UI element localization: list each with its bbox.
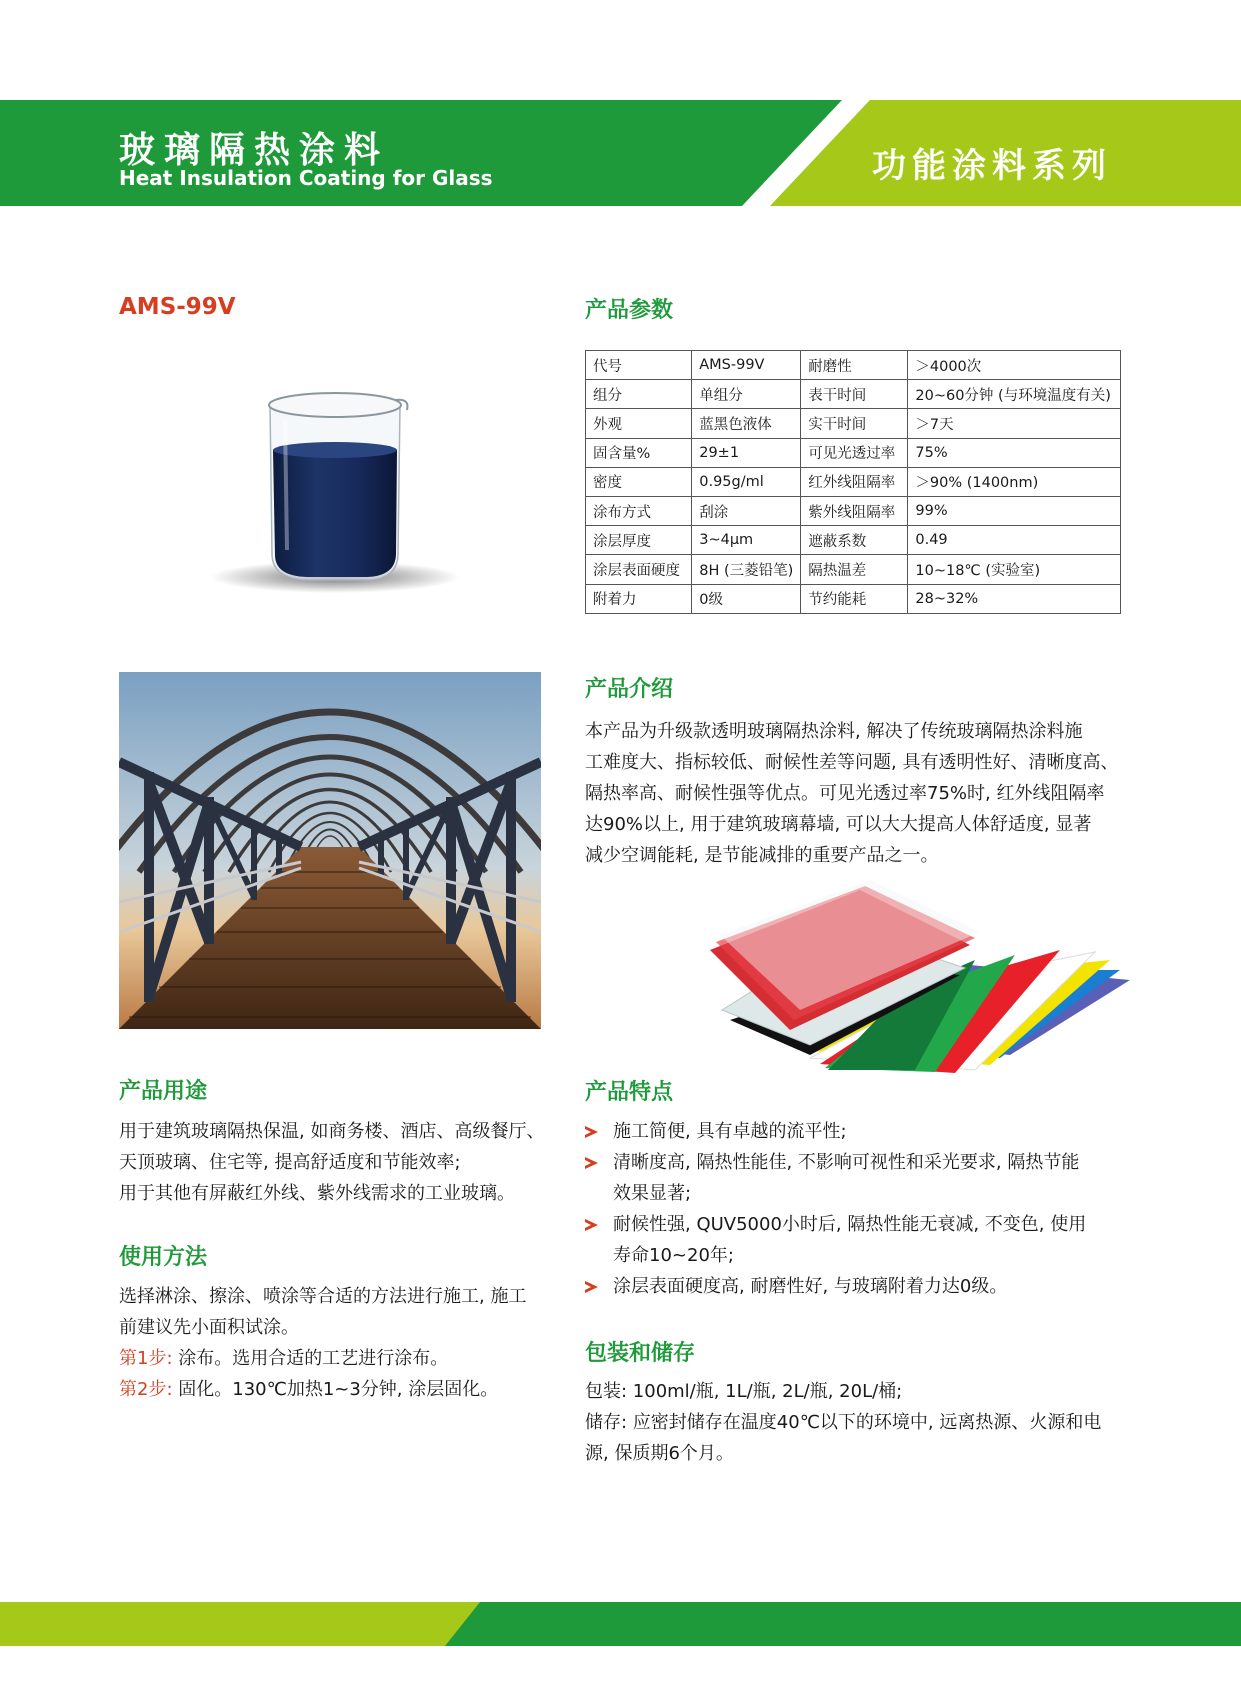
table-row bbox=[586, 584, 1121, 613]
method-paragraph bbox=[119, 1281, 569, 1405]
intro-title: 产品介绍 bbox=[585, 677, 674, 702]
table-cell: ＞4000次 bbox=[908, 351, 1121, 380]
beaker-icon bbox=[195, 380, 475, 610]
table-cell: 固含量% bbox=[586, 438, 692, 467]
packaging-paragraph bbox=[585, 1376, 1130, 1469]
table-row bbox=[586, 351, 1121, 380]
features-title: 产品特点 bbox=[585, 1080, 674, 1105]
packaging-line: 包装: 100ml/瓶, 1L/瓶, 2L/瓶, 20L/桶; bbox=[585, 1381, 903, 1402]
step-text: 涂布。选用合适的工艺进行涂布。 bbox=[172, 1348, 449, 1369]
feature-line: 涂层表面硬度高, 耐磨性好, 与玻璃附着力达0级。 bbox=[613, 1276, 1008, 1297]
arrow-bullet-icon bbox=[585, 1126, 598, 1138]
table-cell: ＞90% (1400nm) bbox=[908, 467, 1121, 496]
header-band bbox=[0, 100, 1241, 206]
table-cell: 密度 bbox=[586, 467, 692, 496]
method-line: 选择淋涂、擦涂、喷涂等合适的方法进行施工, 施工 bbox=[119, 1286, 527, 1307]
intro-paragraph bbox=[585, 716, 1130, 871]
method-line: 前建议先小面积试涂。 bbox=[119, 1317, 299, 1338]
series-title: 功能涂料系列 bbox=[872, 146, 1112, 186]
table-cell: 涂层厚度 bbox=[586, 526, 692, 555]
table-cell: 单组分 bbox=[692, 380, 801, 409]
table-cell: 遮蔽系数 bbox=[801, 526, 908, 555]
table-cell: 28~32% bbox=[908, 584, 1121, 613]
intro-line: 达90%以上, 用于建筑玻璃幕墙, 可以大大提高人体舒适度, 显著 bbox=[585, 814, 1092, 835]
table-cell: 表干时间 bbox=[801, 380, 908, 409]
table-cell: 刮涂 bbox=[692, 496, 801, 525]
table-row bbox=[586, 438, 1121, 467]
covered-bridge-photo bbox=[119, 672, 541, 1029]
method-title: 使用方法 bbox=[119, 1245, 208, 1270]
table-cell: 蓝黑色液体 bbox=[692, 409, 801, 438]
table-cell: 0.95g/ml bbox=[692, 467, 801, 496]
feature-line: 清晰度高, 隔热性能佳, 不影响可视性和采光要求, 隔热节能 bbox=[613, 1152, 1080, 1173]
table-cell: 隔热温差 bbox=[801, 555, 908, 584]
usage-title: 产品用途 bbox=[119, 1079, 208, 1104]
list-item bbox=[585, 1209, 1130, 1271]
table-cell: 实干时间 bbox=[801, 409, 908, 438]
packaging-line: 储存: 应密封储存在温度40℃以下的环境中, 远离热源、火源和电 bbox=[585, 1412, 1102, 1433]
usage-paragraph bbox=[119, 1116, 569, 1209]
intro-line: 工难度大、指标较低、耐候性差等问题, 具有透明性好、清晰度高、 bbox=[585, 752, 1119, 773]
arrow-bullet-icon bbox=[585, 1219, 598, 1231]
table-cell: 可见光透过率 bbox=[801, 438, 908, 467]
intro-line: 隔热率高、耐候性强等优点。可见光透过率75%时, 红外线阻隔率 bbox=[585, 783, 1105, 804]
product-model: AMS-99V bbox=[119, 294, 236, 320]
table-cell: 附着力 bbox=[586, 584, 692, 613]
table-cell: 99% bbox=[908, 496, 1121, 525]
table-row bbox=[586, 380, 1121, 409]
table-cell: 75% bbox=[908, 438, 1121, 467]
list-item bbox=[585, 1116, 1130, 1147]
table-cell: 耐磨性 bbox=[801, 351, 908, 380]
table-cell: 20~60分钟 (与环境温度有关) bbox=[908, 380, 1121, 409]
table-cell: 涂层表面硬度 bbox=[586, 555, 692, 584]
method-step bbox=[119, 1343, 569, 1374]
table-row bbox=[586, 467, 1121, 496]
method-step bbox=[119, 1374, 569, 1405]
step-text: 固化。130℃加热1~3分钟, 涂层固化。 bbox=[172, 1379, 499, 1400]
table-cell: AMS-99V bbox=[692, 351, 801, 380]
packaging-title: 包装和储存 bbox=[585, 1341, 696, 1366]
table-row bbox=[586, 555, 1121, 584]
specs-title: 产品参数 bbox=[585, 298, 674, 323]
table-row bbox=[586, 496, 1121, 525]
table-row bbox=[586, 409, 1121, 438]
table-cell: 10~18℃ (实验室) bbox=[908, 555, 1121, 584]
usage-line: 用于建筑玻璃隔热保温, 如商务楼、酒店、高级餐厅、 bbox=[119, 1121, 545, 1142]
arrow-bullet-icon bbox=[585, 1281, 598, 1293]
page-subtitle: Heat Insulation Coating for Glass bbox=[119, 166, 493, 190]
colored-sheets-photo bbox=[710, 880, 1130, 1080]
feature-line: 施工简便, 具有卓越的流平性; bbox=[613, 1121, 847, 1142]
table-cell: 紫外线阻隔率 bbox=[801, 496, 908, 525]
step-label: 第2步: bbox=[119, 1379, 173, 1400]
table-cell: 代号 bbox=[586, 351, 692, 380]
arrow-bullet-icon bbox=[585, 1157, 598, 1169]
intro-line: 本产品为升级款透明玻璃隔热涂料, 解决了传统玻璃隔热涂料施 bbox=[585, 721, 1083, 742]
feature-line: 效果显著; bbox=[613, 1183, 692, 1204]
footer-band bbox=[0, 1602, 1241, 1646]
table-cell: 组分 bbox=[586, 380, 692, 409]
spec-table bbox=[585, 350, 1121, 614]
table-cell: 节约能耗 bbox=[801, 584, 908, 613]
intro-line: 减少空调能耗, 是节能减排的重要产品之一。 bbox=[585, 845, 939, 866]
table-cell: 29±1 bbox=[692, 438, 801, 467]
table-cell: 8H (三菱铅笔) bbox=[692, 555, 801, 584]
usage-line: 用于其他有屏蔽红外线、紫外线需求的工业玻璃。 bbox=[119, 1183, 515, 1204]
table-row bbox=[586, 526, 1121, 555]
table-cell: 外观 bbox=[586, 409, 692, 438]
table-cell: 红外线阻隔率 bbox=[801, 467, 908, 496]
page-title: 玻璃隔热涂料 bbox=[119, 130, 390, 171]
list-item bbox=[585, 1147, 1130, 1209]
step-label: 第1步: bbox=[119, 1348, 173, 1369]
feature-line: 耐候性强, QUV5000小时后, 隔热性能无衰减, 不变色, 使用 bbox=[613, 1214, 1087, 1235]
feature-line: 寿命10~20年; bbox=[613, 1245, 734, 1266]
packaging-line: 源, 保质期6个月。 bbox=[585, 1443, 734, 1464]
table-cell: ＞7天 bbox=[908, 409, 1121, 438]
features-list bbox=[585, 1116, 1130, 1302]
usage-line: 天顶玻璃、住宅等, 提高舒适度和节能效率; bbox=[119, 1152, 461, 1173]
table-cell: 0.49 bbox=[908, 526, 1121, 555]
table-cell: 3~4μm bbox=[692, 526, 801, 555]
list-item bbox=[585, 1271, 1130, 1302]
table-cell: 0级 bbox=[692, 584, 801, 613]
table-cell: 涂布方式 bbox=[586, 496, 692, 525]
